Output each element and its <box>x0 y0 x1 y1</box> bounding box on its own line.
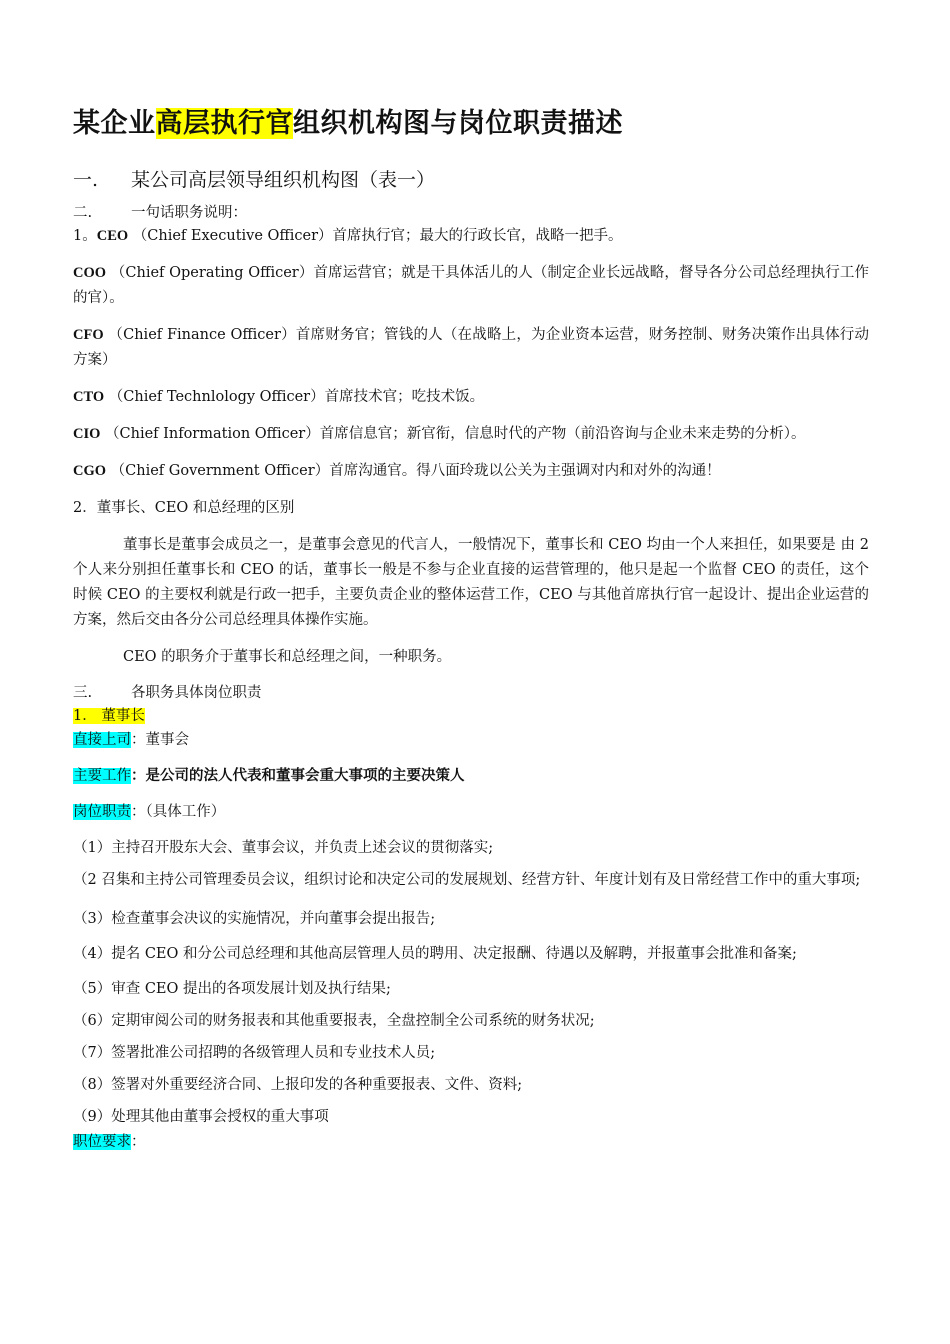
duty-item: （5）审查 CEO 提出的各项发展计划及执行结果; <box>73 981 391 997</box>
job-requirements-label: 职位要求 <box>73 1134 131 1150</box>
duty-item: （3）检查董事会决议的实施情况，并向董事会提出报告; <box>73 911 436 927</box>
main-work-label: 主要工作 <box>73 768 131 784</box>
duty-item: （8）签署对外重要经济合同、上报印发的各种重要报表、文件、资料; <box>73 1077 523 1093</box>
section-1-heading: 一. 某公司高层领导组织机构图（表一） <box>73 169 436 191</box>
direct-superior-label: 直接上司 <box>73 732 131 748</box>
job-requirements: 职位要求： <box>73 1134 146 1150</box>
duty-item: （7）签署批准公司招聘的各级管理人员和专业技术人员; <box>73 1045 436 1061</box>
direct-superior: 直接上司：董事会 <box>73 732 189 748</box>
role-cgo: CGO （Chief Government Officer）首席沟通官。得八面玲珑以公关为主强调对内和对外的沟通！ <box>73 463 721 479</box>
document-title: 某企业高层执行官组织机构图与岗位职责描述 <box>73 108 623 139</box>
duty-item: （9）处理其他由董事会授权的重大事项 <box>73 1109 329 1125</box>
duty-item: （2 召集和主持公司管理委员会议，组织讨论和决定公司的发展规划、经营方针、年度计划有及日常经营工作中的重大事项; <box>73 872 861 888</box>
main-work: 主要工作：是公司的法人代表和董事会重大事项的主要决策人 <box>73 767 465 784</box>
diff-heading: 2．董事长、CEO 和总经理的区别 <box>73 500 295 516</box>
diff-paragraph-1: 董事长是董事会成员之一，是董事会意见的代言人，一般情况下，董事长和 CEO 均由一个人来担任，如果要是 由 2 个人来分别担任董事长和 CEO 的话，董事长一般是不参与企业直接的运营管理的，他只是起一个监督 CEO 的责任，这个时候 CEO 的主要权利就是行政一把手，主要负责企业的整体运营工作，CEO 与其他首席执行官一起设计、提出企业运营的方案，然后交由各分公司总经理具体操作实施。 <box>73 537 869 628</box>
duty-item: （6）定期审阅公司的财务报表和其他重要报表，全盘控制全公司系统的财务状况; <box>73 1013 595 1029</box>
section-2-heading: 二. 一句话职务说明： <box>73 205 247 221</box>
post-duties: 岗位职责：（具体工作） <box>73 804 226 820</box>
role-cfo: CFO （Chief Finance Officer）首席财务官；管钱的人（在战略上，为企业资本运营，财务控制、财务决策作出具体行动方案） <box>73 327 869 368</box>
page-content <box>73 104 869 1166</box>
duty-item: （4）提名 CEO 和分公司总经理和其他高层管理人员的聘用、决定报酬、待遇以及解聘，并报董事会批准和备案; <box>73 946 797 962</box>
post-duties-label: 岗位职责 <box>73 804 131 820</box>
diff-paragraph-2: CEO 的职务介于董事长和总经理之间，一种职务。 <box>123 649 452 665</box>
role-coo: COO （Chief Operating Officer）首席运营官；就是干具体活儿的人（制定企业长远战略，督导各分公司总经理执行工作的官）。 <box>73 265 869 306</box>
chairman-heading: 1． 董事长 <box>73 708 145 724</box>
role-cio: CIO （Chief Information Officer）首席信息官；新官衔，信息时代的产物（前沿咨询与企业未来走势的分析）。 <box>73 426 806 442</box>
role-cto: CTO （Chief Technlology Officer）首席技术官；吃技术饭。 <box>73 389 485 405</box>
role-ceo: 1。CEO （Chief Executive Officer）首席执行官；最大的行政长官，战略一把手。 <box>73 228 623 244</box>
section-3-heading: 三. 各职务具体岗位职责 <box>73 685 262 701</box>
duty-item: （1）主持召开股东大会、董事会议，并负责上述会议的贯彻落实; <box>73 840 494 856</box>
title-highlight: 高层执行官 <box>155 108 293 139</box>
